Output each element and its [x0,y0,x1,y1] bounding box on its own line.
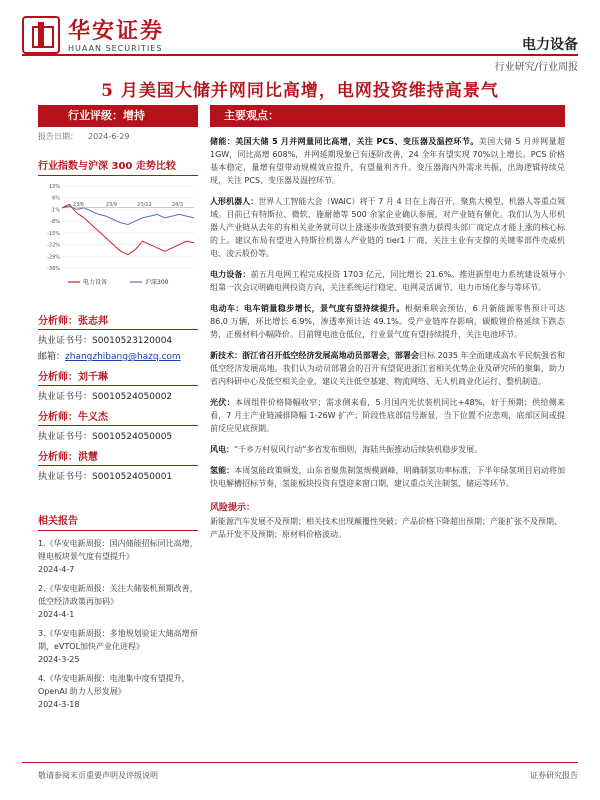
analyst-list [38,312,198,482]
x-tick-label: 23/6 [72,201,85,208]
point-body: 前五月电网工程完成投资 1703 亿元，同比增长 21.6%。推进新型电力系统建设领导小组第一次会议明确电网投资方向，关注系统运行稳定、电网灵活调节、电力市场化参与等环节。 [210,270,565,292]
point-paragraph [210,349,565,388]
point-body: 美国大储 5 月并网量超 1GW，同比高增 608%，并网延期现象已有逐阶改善，24 全年有望实现 70%以上增长。PCS 价格基本稳定，量增有望带动规模效应提升，有望量利齐升。变压器海内外需求共振，出海逻辑持续兑现，关注 PCS、变压器及温控环节。 [210,137,565,185]
x-tick-label: 23/12 [137,201,152,208]
point-lead: 储能：美国大储 5 月并网量同比高增，关注 PCS、变压器及温控环节。 [210,137,479,146]
point-paragraph [210,268,565,294]
related-report-date: 2024-3-25 [38,655,80,664]
related-report-date: 2024-4-7 [38,565,75,574]
related-report-date: 2024-3-18 [38,700,80,709]
related-report-text: 3.《华安电新周报：多地规划验证大储高增预期，eVTOL加快产业化进程》 [38,629,198,651]
x-tick-label: 24/3 [171,201,184,208]
related-report-text: 4.《华安电新周报：电池集中度有望提升，OpenAI 助力人形发展》 [38,674,190,696]
footer-disclaimer[interactable]: 敬请参阅末页重要声明及评级说明 [38,771,158,780]
related-report-item[interactable] [38,582,198,621]
y-tick-label: -1% [50,207,60,214]
point-paragraph [210,302,565,341]
related-report-item[interactable] [38,627,198,666]
report-date-label: 报告日期： [38,132,78,141]
logo-en-text: HUAAN SECURITIES [68,44,163,53]
point-paragraph [210,135,565,187]
point-paragraph [210,396,565,435]
x-tick-label: 23/9 [105,201,118,208]
chart-svg [38,182,198,290]
analyst-email-link[interactable]: zhangzhibang@hazq.com [65,352,181,362]
industry-name: 电力设备 [522,37,578,53]
left-sidebar [38,105,198,711]
point-body: 本周氢能政策频发，山东省聚焦制氢规模调峰，明确制氢功率标准，下半年绿氢项目启动将加快电解槽招标节奏，氢能板块投资有望迎来窗口期，建议重点关注制氢、储运等环节。 [210,466,566,488]
risk-text: 新能源汽车发展不及预期；相关技术出现颠覆性突破；产品价格下降超出预期；产能扩张不及预期、产品开发不及预期；原材料价格波动。 [210,517,562,539]
analyst-cert: 执业证书号：S0010523120004 [38,336,173,346]
related-report-text: 2.《华安电新周报：关注大储装机预期改善，低空经济政策再加码》 [38,584,198,606]
y-tick-label: -15% [47,230,60,237]
risk-title: 风险提示： [210,503,256,513]
point-body: 目标 2035 年全面建成高水平民航强省和低空经济发展高地。我们认为动员部署会的召开有望促进浙江省相关优势企业及研究所的聚集，助力省内科研中心及低空相关企业，建议关注低空基建、物流网络、无人机商业化运行、整机制造。 [210,351,566,386]
point-lead: 人形机器人： [210,197,259,206]
point-body: 根据乘联会预估，6 月新能源零售预计可达 86.0 万辆，环比增长 6.9%，渗透率预计达 49.1%。受产业链库存影响，碳酸锂价格延续下跌态势，正极材料小幅降价。目前锂电池仓低位，行业景气度有望持续提升，关注电池环节。 [210,304,565,339]
y-tick-label: -36% [47,266,60,272]
legend-label: 电力设备 [83,279,108,286]
point-lead: 光伏： [210,398,235,407]
related-reports-title: 相关报告 [38,512,198,531]
related-report-date: 2024-4-1 [38,610,75,619]
y-tick-label: 6% [52,195,60,202]
report-type: 行业研究/行业周报 [494,62,578,73]
header-divider [22,54,578,56]
analyst-name: 分析师：张志邦 [38,312,198,330]
point-lead: 电动车：电车销量稳步增长，景气度有望持续提升。 [210,304,405,313]
footer-label: 证券研究报告 [530,771,578,780]
report-date-value: 2024-6-29 [88,132,130,141]
analyst-cert: 执业证书号：S0010524050001 [38,472,173,482]
related-report-item[interactable] [38,672,198,711]
related-report-item[interactable] [38,537,198,576]
footer-divider [22,762,578,763]
page-title: 5 月美国大储并网同比高增，电网投资维持高景气 [101,81,499,101]
analyst-name: 分析师：牛义杰 [38,408,198,426]
related-report-text: 1.《华安电新周报：国内储能招标同比高增，锂电板块景气度有望提升》 [38,539,198,561]
analyst-name: 分析师：洪慧 [38,448,198,466]
y-tick-label: -22% [47,242,60,249]
logo-cn-text: 华安证券 [68,18,165,44]
y-tick-label: -8% [50,219,60,226]
analyst-email-row [38,349,198,362]
industry-rating: 行业评级：增持 [38,105,198,127]
legend-label: 沪深300 [145,279,169,286]
analyst-name: 分析师：刘千琳 [38,368,198,386]
point-paragraph [210,464,565,490]
analyst-cert: 执业证书号：S0010524050005 [38,432,173,442]
company-logo [22,14,202,64]
analyst-cert: 执业证书号：S0010524050002 [38,392,173,402]
seal-logo-icon [22,16,60,54]
point-paragraph [210,195,565,260]
point-lead: 氢能： [210,466,235,475]
point-body: 本周组件价格降幅收窄；需求侧来看，5 月国内光伏装机同比+48%，好于预期；供给侧来看，7 月主产业链减排降幅 1-26W 扩产；阶段性底部信号渐显，当下位置不应悲观，底部区间或提前反应见底预期。 [210,398,566,433]
index-comparison-chart [38,182,198,290]
series-line [62,201,194,254]
point-body: “千乡万村驭风行动”多省发布细则，海陆共振推动后续装机稳步发展。 [234,445,483,454]
main-points [210,105,565,541]
main-points-title: 主要观点： [210,105,565,127]
y-tick-label: -29% [47,254,60,261]
point-lead: 新技术：浙江省召开低空经济发展高地动员部署会，部署会 [210,351,419,360]
chart-title: 行业指数与沪深 300 走势比较 [38,157,198,176]
point-body: 世界人工智能大会（WAIC）将于 7 月 4 日在上海召开，聚焦大模型、机器人等重点领域。目前已有特斯拉、微软、施耐德等 500 余家企业确认参展，对产业链有催化。我们认为人形机器人产业链从去年的有相关业务就可以上涨逐步收敛到要有潜力获得头部厂商定点才能上涨的核心标的上。建议布局有望进入特斯拉机器人产业链的 tier1 厂商，关注主业有支撑的关键零部件壳威机电、凌云股份等。 [210,197,565,258]
point-lead: 电力设备： [210,270,251,279]
series-line [62,206,194,224]
email-label: 邮箱： [38,352,66,362]
point-paragraph [210,443,565,456]
point-lead: 风电： [210,445,234,454]
report-date [38,131,198,145]
y-tick-label: 13% [48,184,60,190]
